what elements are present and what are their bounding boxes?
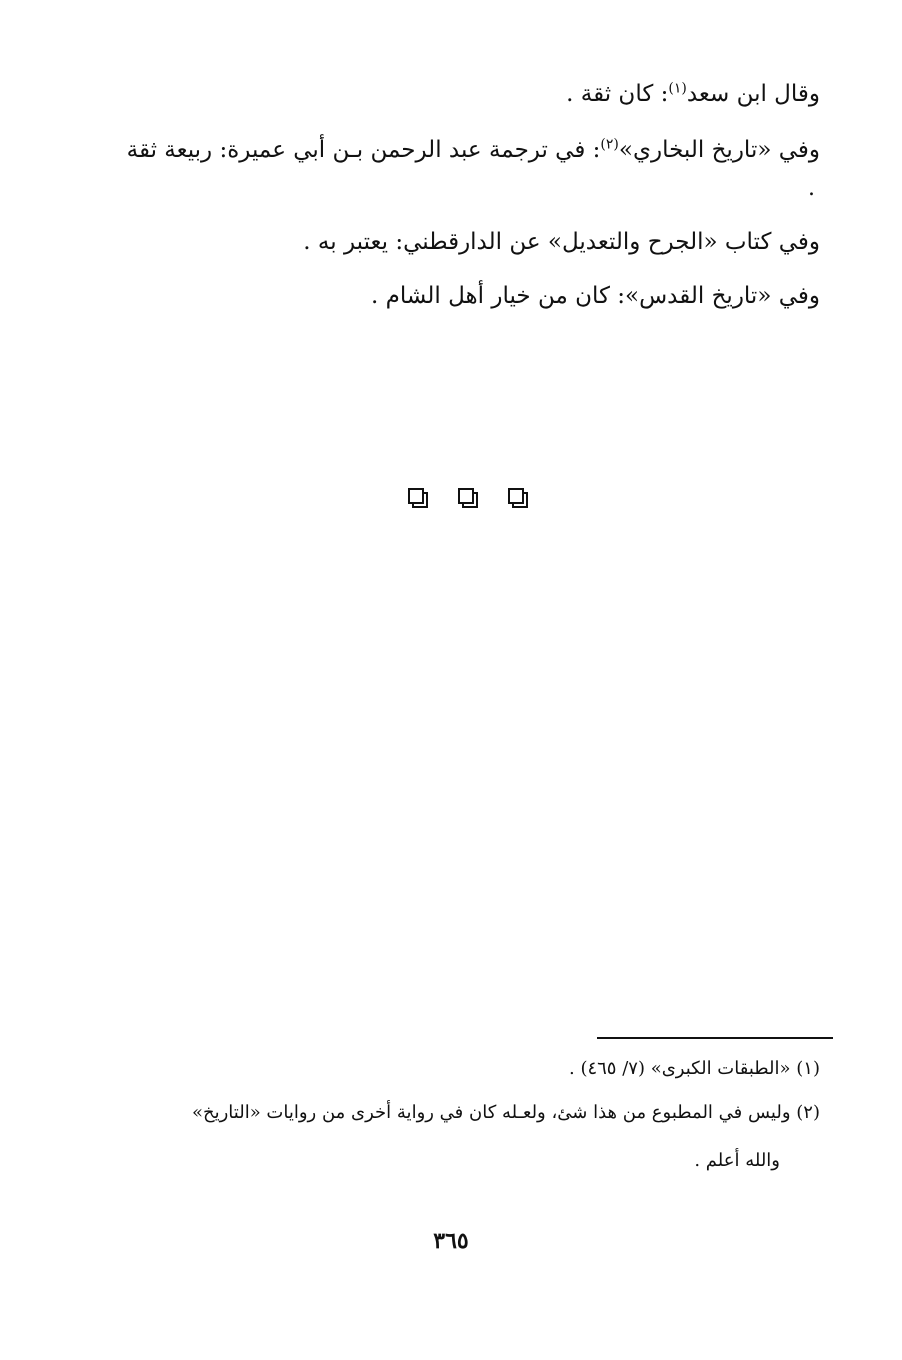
footnote-separator [597, 1037, 833, 1039]
text-segment: : في ترجمة عبد الرحمن بـن أبي عميرة: ربيعة ثقة [126, 137, 601, 163]
section-divider [408, 488, 530, 510]
ornament-square-icon [508, 488, 530, 510]
page-number: ٣٦٥ [433, 1228, 469, 1254]
ornament-square-icon [408, 488, 430, 510]
footnote-ref-2: (٢) [600, 136, 619, 153]
text-line-2 [127, 130, 820, 170]
footnote-2-continuation: والله أعلم . [694, 1150, 780, 1171]
text-segment: : كان ثقة . [566, 81, 669, 107]
text-line-1 [566, 74, 820, 114]
text-segment: وقال ابن سعد [686, 81, 820, 107]
text-line-4: وفي «تاريخ القدس»: كان من خيار أهل الشام . [371, 283, 820, 309]
line-2-continuation: . [808, 176, 815, 201]
footnote-1: (١) «الطبقات الكبرى» (٧/ ٤٦٥) . [569, 1058, 820, 1079]
text-segment: وفي «تاريخ البخاري» [618, 137, 820, 163]
ornament-square-icon [458, 488, 480, 510]
text-line-3: وفي كتاب «الجرح والتعديل» عن الدارقطني: يعتبر به . [303, 229, 820, 255]
footnote-ref-1: (١) [668, 80, 687, 97]
footnote-2: (٢) وليس في المطبوع من هذا شئ، ولعـله كان في رواية أخرى من روايات «التاريخ» [191, 1102, 820, 1123]
